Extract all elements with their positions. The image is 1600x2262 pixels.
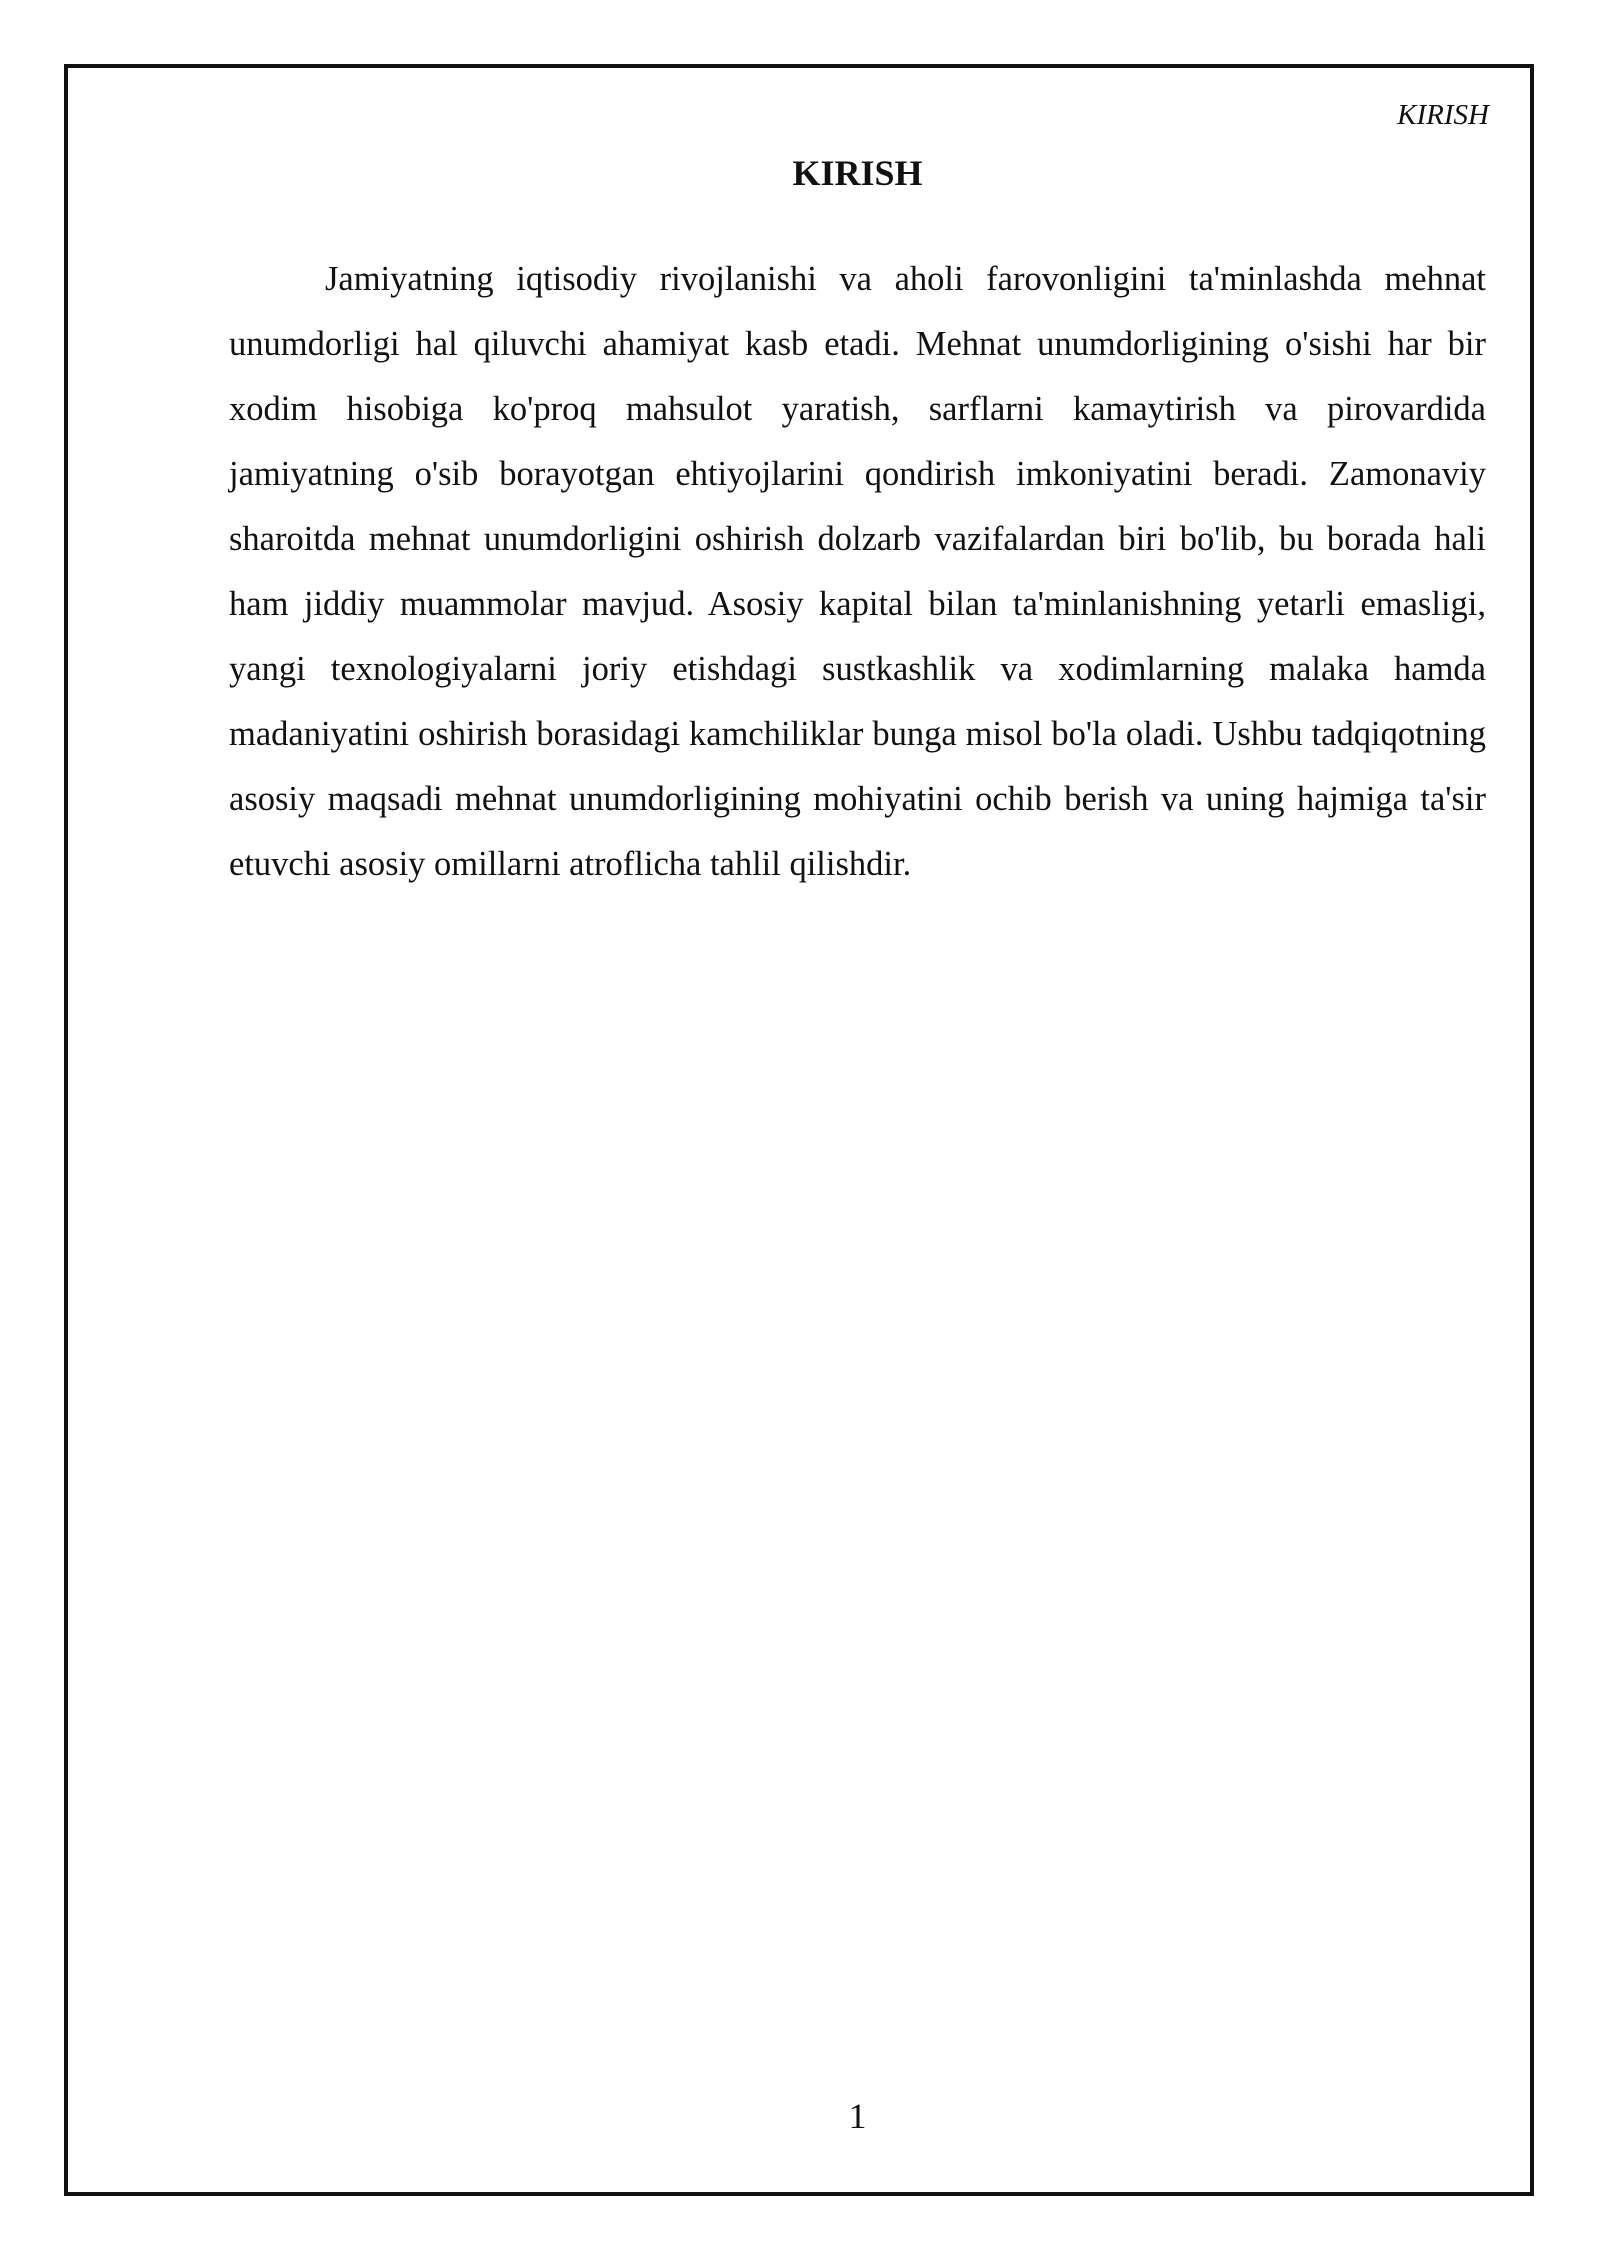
running-header: KIRISH (1397, 99, 1489, 131)
page-number: 1 (848, 2096, 867, 2136)
page-title: KIRISH (792, 153, 923, 193)
body-paragraph: Jamiyatning iqtisodiy rivojlanishi va aholi farovonligini ta'minlashda mehnat unumdorligi hal qiluvchi ahamiyat kasb etadi. Mehnat unumdorligining o'sishi har bir xodim hisobiga ko'proq mahsulot yaratish, sarflarni kamaytirish va pirovardida jamiyatning o'sib borayotgan ehtiyojlarini qondirish imkoniyatini beradi. Zamonaviy sharoitda mehnat unumdorligini oshirish dolzarb vazifalardan biri bo'lib, bu borada hali ham jiddiy muammolar mavjud. Asosiy kapital bilan ta'minlanishning yetarli emasligi, yangi texnologiyalarni joriy etishdagi sustkashlik va xodimlarning malaka hamda madaniyatini oshirish borasidagi kamchiliklar bunga misol bo'la oladi. Ushbu tadqiqotning asosiy maqsadi mehnat unumdorligining mohiyatini ochib berish va uning hajmiga ta'sir etuvchi asosiy omillarni atroflicha tahlil qilishdir. (229, 260, 1486, 883)
